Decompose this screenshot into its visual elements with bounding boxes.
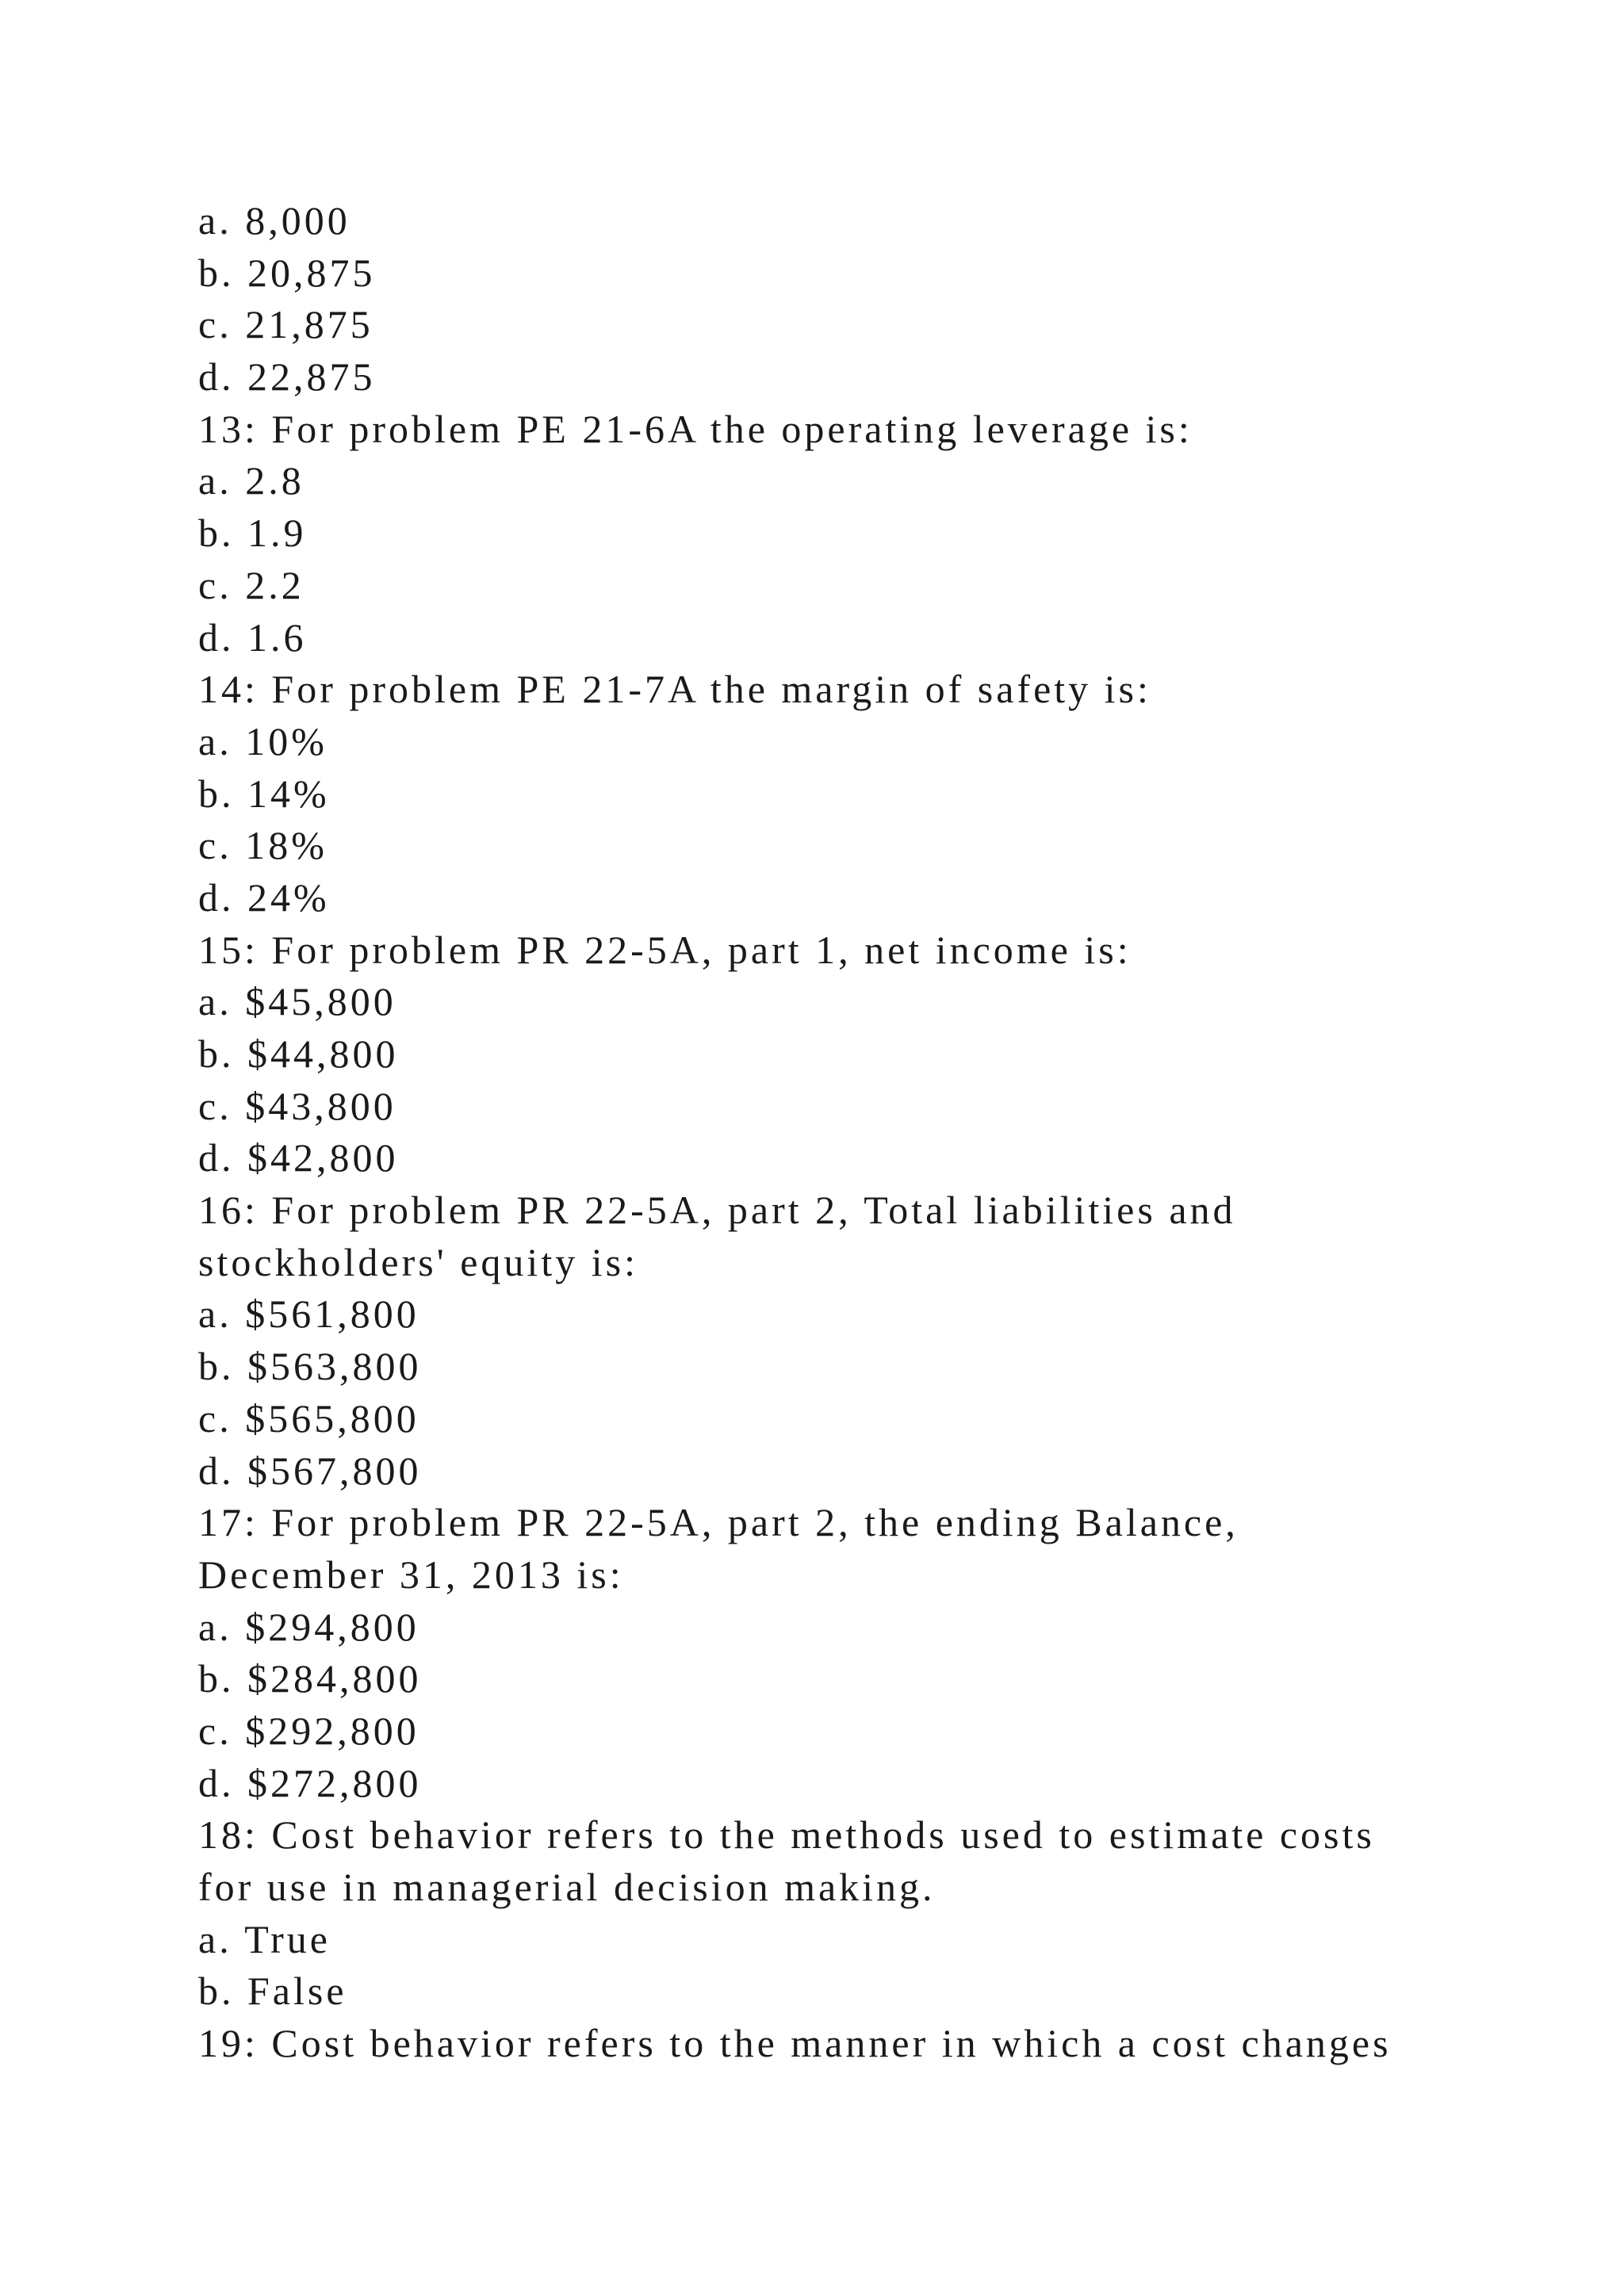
answer-option-c: c. $292,800 <box>198 1708 419 1753</box>
question-19: 19: Cost behavior refers to the manner in which a cost changes <box>198 2021 1392 2066</box>
question-16: 16: For problem PR 22-5A, part 2, Total liabilities and <box>198 1188 1236 1233</box>
answer-option-c: c. $43,800 <box>198 1083 396 1128</box>
answer-option-b: b. 20,875 <box>198 250 376 295</box>
answer-option-b: b. 14% <box>198 771 330 816</box>
question-17-continued: December 31, 2013 is: <box>198 1552 624 1597</box>
answer-option-d: d. 1.6 <box>198 614 307 660</box>
answer-option-a: a. $45,800 <box>198 979 396 1024</box>
question-17: 17: For problem PR 22-5A, part 2, the ending Balance, <box>198 1500 1239 1545</box>
answer-option-d: d. $272,800 <box>198 1760 422 1805</box>
answer-option-c: c. $565,800 <box>198 1395 419 1441</box>
answer-option-c: c. 18% <box>198 823 327 868</box>
answer-option-a: a. 10% <box>198 718 327 763</box>
question-16-continued: stockholders' equity is: <box>198 1239 638 1284</box>
question-14: 14: For problem PE 21-7A the margin of safety is: <box>198 667 1151 712</box>
answer-option-a: a. $294,800 <box>198 1604 419 1649</box>
answer-option-a: a. 8,000 <box>198 198 350 243</box>
answer-option-c: c. 21,875 <box>198 302 373 347</box>
answer-option-b: b. $44,800 <box>198 1031 399 1076</box>
question-13: 13: For problem PE 21-6A the operating leverage is: <box>198 406 1193 451</box>
answer-option-b: b. $563,800 <box>198 1344 422 1389</box>
answer-option-b: b. False <box>198 1969 347 2014</box>
answer-option-d: d. $567,800 <box>198 1448 422 1493</box>
document-text <box>198 195 1467 2070</box>
question-18-continued: for use in managerial decision making. <box>198 1865 936 1909</box>
answer-option-c: c. 2.2 <box>198 562 304 607</box>
answer-option-a: a. 2.8 <box>198 458 304 503</box>
answer-option-d: d. 24% <box>198 874 330 920</box>
question-15: 15: For problem PR 22-5A, part 1, net income is: <box>198 927 1132 972</box>
answer-option-d: d. 22,875 <box>198 354 376 400</box>
answer-option-a: a. $561,800 <box>198 1292 419 1337</box>
answer-option-d: d. $42,800 <box>198 1135 399 1181</box>
answer-option-b: b. 1.9 <box>198 511 307 556</box>
answer-option-b: b. $284,800 <box>198 1656 422 1701</box>
answer-option-a: a. True <box>198 1916 331 1961</box>
question-18: 18: Cost behavior refers to the methods used to estimate costs <box>198 1812 1375 1858</box>
